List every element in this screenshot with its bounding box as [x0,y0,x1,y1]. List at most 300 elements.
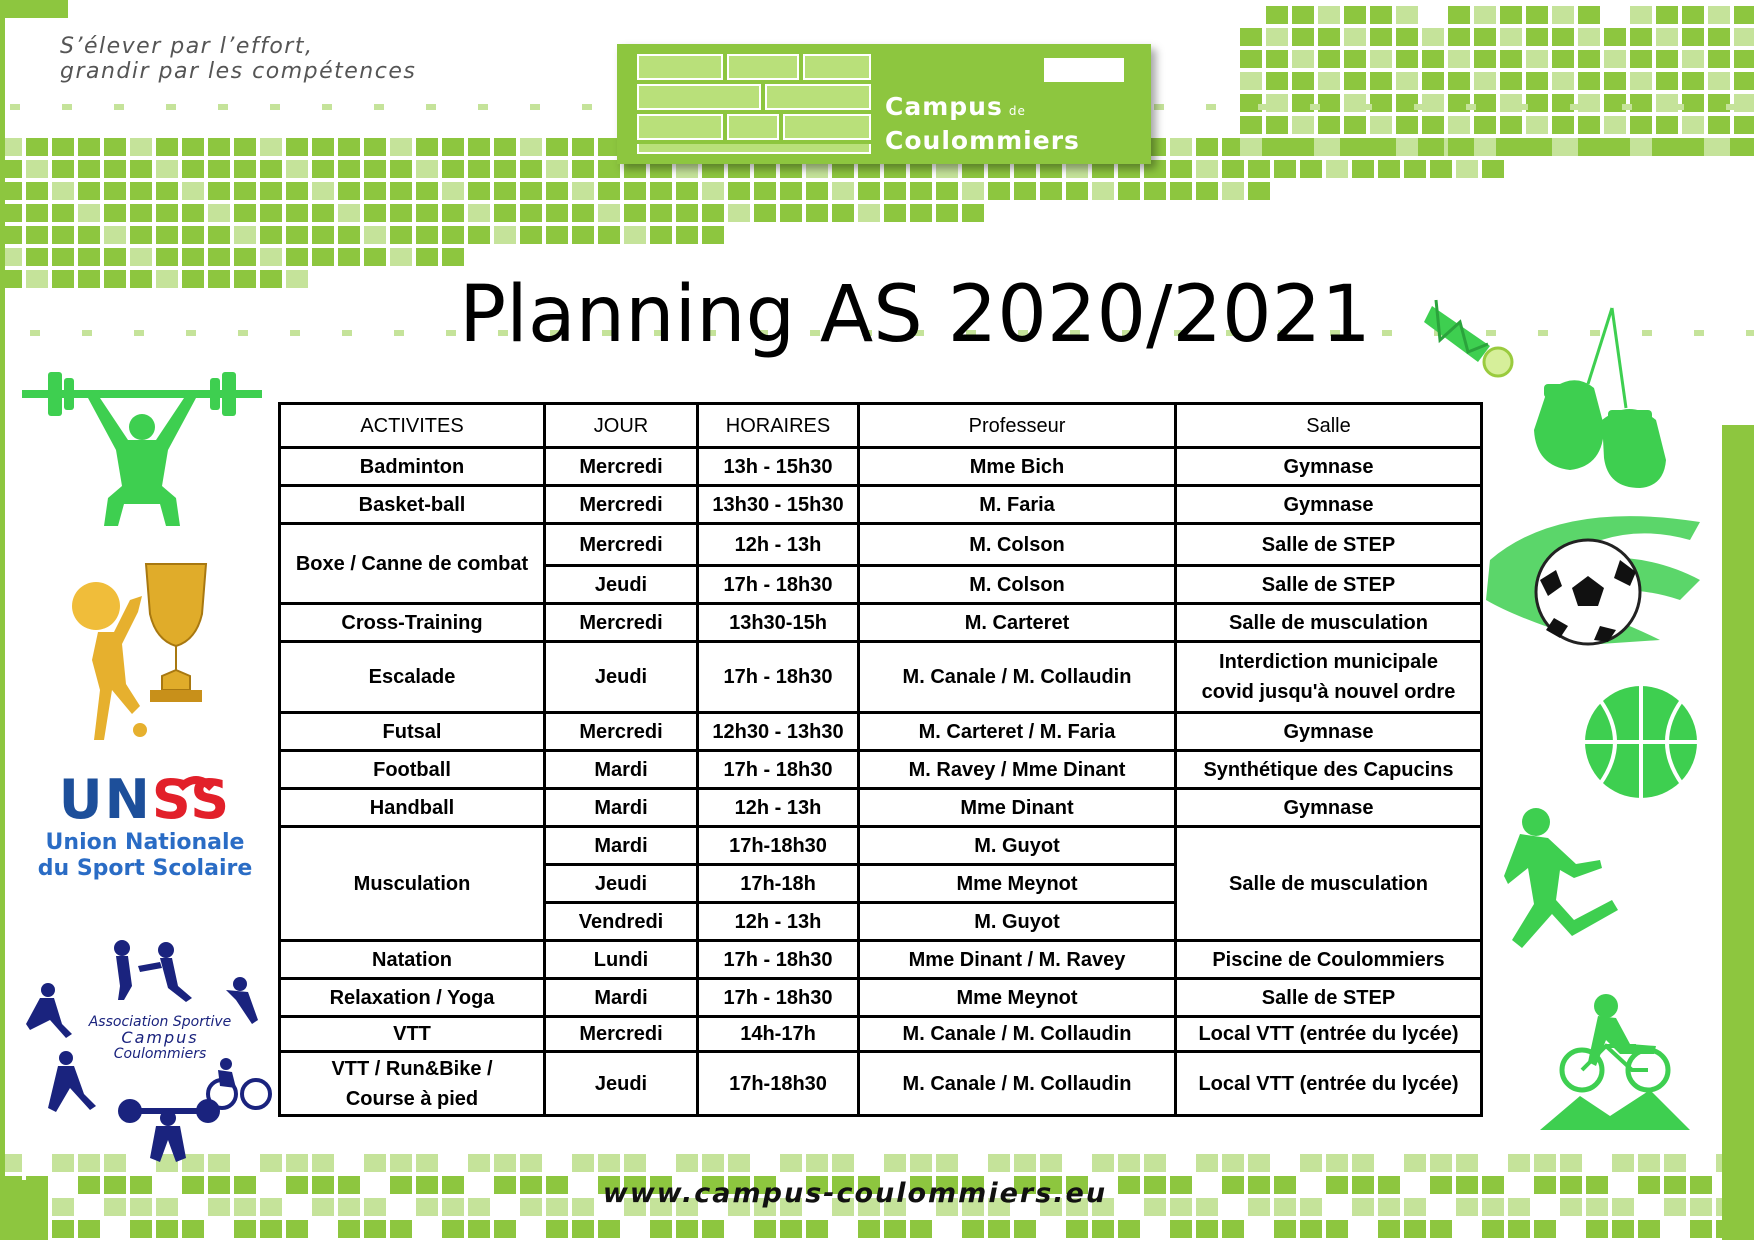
green-block [338,226,360,244]
green-block [858,1220,880,1238]
cell-jour: Jeudi [545,642,698,713]
green-block [1318,6,1340,24]
cell-activite: Cross-Training [280,604,545,642]
green-block [650,204,672,222]
green-block [1378,1220,1400,1238]
green-block [156,270,178,288]
green-block [1422,50,1444,68]
cell-salle: Gymnase [1176,713,1482,751]
green-block [104,226,126,244]
green-block [494,226,516,244]
green-block [416,1176,438,1194]
table-row [280,524,1482,566]
green-block [650,182,672,200]
cell-jour: Mardi [545,789,698,827]
green-block [1604,50,1626,68]
green-block [104,1176,126,1194]
green-block [572,1154,594,1172]
green-block [1118,1154,1140,1172]
green-block [1240,28,1262,46]
green-block [1708,50,1730,68]
green-block [1682,116,1704,134]
green-block [546,138,568,156]
green-block [234,1198,256,1216]
green-block [1222,1220,1244,1238]
basketball-icon [1585,686,1697,798]
green-block [1300,1220,1322,1238]
green-block [390,204,412,222]
green-block [546,226,568,244]
green-block [260,204,282,222]
cell-horaires: 12h - 13h [698,903,859,941]
green-block [1604,116,1626,134]
green-block [1206,104,1216,110]
cell-professeur: M. Guyot [859,903,1176,941]
green-block [208,138,230,156]
green-block [1266,138,1288,156]
green-block [1170,1220,1192,1238]
green-block [442,1198,464,1216]
green-block [1630,50,1652,68]
green-block [1092,182,1114,200]
green-block [1456,1198,1478,1216]
cell-activite: Football [280,751,545,789]
green-block [1370,28,1392,46]
green-block [1526,28,1548,46]
green-block [650,1220,672,1238]
table-row [280,486,1482,524]
green-block [1690,1198,1712,1216]
green-block [1474,116,1496,134]
green-block [1352,1198,1374,1216]
green-block [1292,50,1314,68]
green-block [910,204,932,222]
green-block [884,1154,906,1172]
green-block [416,204,438,222]
green-block [1578,116,1600,134]
green-block [884,204,906,222]
green-block [572,160,594,178]
green-block [26,182,48,200]
green-block [52,1220,74,1238]
green-block [572,226,594,244]
green-block [1466,104,1476,110]
green-block [910,182,932,200]
green-block [312,204,334,222]
green-block [1552,72,1574,90]
green-block [1240,72,1262,90]
green-block [156,182,178,200]
cell-activite: VTT [280,1017,545,1052]
cell-activite: Futsal [280,713,545,751]
green-block [1248,1154,1270,1172]
green-block [1378,1198,1400,1216]
green-block [104,1154,126,1172]
green-block [1456,1176,1478,1194]
green-block [104,182,126,200]
green-block [104,160,126,178]
green-block [1318,138,1340,156]
green-block [286,182,308,200]
green-block [312,1176,334,1194]
green-block [1682,6,1704,24]
green-block [1604,138,1626,156]
green-block [208,182,230,200]
green-block [1318,72,1340,90]
green-block [1370,6,1392,24]
green-block [832,204,854,222]
green-block [130,182,152,200]
green-block [1682,72,1704,90]
green-block [1642,330,1652,336]
cell-horaires: 14h-17h [698,1017,859,1052]
green-block [780,1154,802,1172]
green-block [1326,160,1348,178]
cell-professeur: M. Carteret / M. Faria [859,713,1176,751]
green-block [312,160,334,178]
green-block [1578,28,1600,46]
table-row [280,713,1482,751]
green-block [1414,104,1424,110]
cell-horaires: 17h-18h30 [698,827,859,865]
green-block [572,182,594,200]
green-block [1266,72,1288,90]
green-block [1422,94,1444,112]
green-block [780,182,802,200]
green-block [1664,1198,1686,1216]
green-block [1500,6,1522,24]
table-row [280,1017,1482,1052]
green-block [270,104,280,110]
green-block [1734,138,1754,156]
cell-salle: Salle de musculation [1176,827,1482,941]
cell-professeur: M. Colson [859,566,1176,604]
tagline [60,34,416,84]
green-block [208,1154,230,1172]
green-block [104,204,126,222]
tagline-line1: S’élever par l’effort, [60,34,314,59]
green-block [572,1220,594,1238]
green-block [624,204,646,222]
green-block [1404,1154,1426,1172]
green-block [1746,330,1754,336]
green-block [78,1220,100,1238]
cell-salle: Gymnase [1176,486,1482,524]
green-block [624,226,646,244]
green-block [1734,28,1754,46]
green-block [468,160,490,178]
green-block [1612,1154,1634,1172]
green-block [52,1154,74,1172]
green-block [572,138,594,156]
green-block [1248,182,1270,200]
green-block [78,160,100,178]
green-block [260,1220,282,1238]
green-block [182,1176,204,1194]
green-block [52,160,74,178]
green-block [208,248,230,266]
green-block [390,248,412,266]
green-block [78,270,100,288]
green-block [598,1154,620,1172]
green-block [1552,116,1574,134]
green-block [546,204,568,222]
green-block [1690,1220,1712,1238]
green-block [312,248,334,266]
cell-jour: Jeudi [545,566,698,604]
green-block [1352,160,1374,178]
green-block [364,138,386,156]
green-block [832,1154,854,1172]
green-block [962,204,984,222]
green-block [468,138,490,156]
unss-name-b: SS [151,768,232,831]
green-block [546,1220,568,1238]
cell-professeur: M. Canale / M. Collaudin [859,642,1176,713]
cell-horaires: 17h-18h30 [698,1052,859,1116]
green-block [1526,6,1548,24]
green-block [1318,50,1340,68]
cell-activite-line2: Course à pied [345,1087,479,1110]
green-block [1248,160,1270,178]
green-block [182,182,204,200]
green-block [1222,182,1244,200]
green-block [364,1154,386,1172]
green-block [130,1220,152,1238]
green-block [530,104,540,110]
green-block [1690,1176,1712,1194]
green-block [130,248,152,266]
green-block [208,1198,230,1216]
green-block [1240,138,1262,156]
green-block [166,104,176,110]
green-block [1118,1220,1140,1238]
green-block [494,182,516,200]
table-row [280,751,1482,789]
cell-professeur: Mme Dinant / M. Ravey [859,941,1176,979]
green-block [52,182,74,200]
green-block [1578,50,1600,68]
green-block [1448,138,1470,156]
cell-activite: Escalade [280,642,545,713]
green-block [728,1154,750,1172]
green-block [1456,1154,1478,1172]
green-block [286,138,308,156]
table-row [280,604,1482,642]
cell-horaires: 17h - 18h30 [698,941,859,979]
green-block [754,1220,776,1238]
green-block [234,138,256,156]
green-block [1292,28,1314,46]
green-block [1430,1176,1452,1194]
association-logo [70,1014,250,1062]
top-left-corner-block [0,0,68,18]
green-block [936,182,958,200]
green-block [1586,1176,1608,1194]
green-block [468,1198,490,1216]
unss-line1: Union Nationale [45,830,245,855]
right-side-bar [1722,425,1754,1240]
green-block [962,1220,984,1238]
green-block [130,204,152,222]
green-block [338,138,360,156]
green-block [104,270,126,288]
green-block [234,1176,256,1194]
green-block [624,182,646,200]
green-block [1538,330,1548,336]
green-block [1448,116,1470,134]
green-block [1694,330,1704,336]
green-block [1430,1154,1452,1172]
green-block [702,1220,724,1238]
green-block [832,182,854,200]
green-block [78,138,100,156]
green-block [1734,72,1754,90]
green-block [442,138,464,156]
cell-jour: Mercredi [545,604,698,642]
association-line2: Campus [121,1028,199,1047]
green-block [858,204,880,222]
green-block [546,182,568,200]
header-horaires: HORAIRES [698,404,859,448]
green-block [1274,1198,1296,1216]
green-block [1508,1220,1530,1238]
green-block [1344,138,1366,156]
green-block [1318,116,1340,134]
green-block [1534,1220,1556,1238]
green-block [1560,1176,1582,1194]
unss-name [14,770,276,830]
green-block [442,248,464,266]
green-block [426,104,436,110]
green-block [134,330,144,336]
cell-professeur: Mme Meynot [859,979,1176,1017]
green-block [1630,72,1652,90]
green-block [468,226,490,244]
table-row [280,979,1482,1017]
green-block [312,226,334,244]
cell-professeur: M. Colson [859,524,1176,566]
tagline-line2: grandir par les compétences [60,59,417,84]
cell-professeur: M. Ravey / Mme Dinant [859,751,1176,789]
green-block [1500,72,1522,90]
green-block [858,182,880,200]
green-block [806,1154,828,1172]
cell-jour: Mercredi [545,713,698,751]
green-block [1500,28,1522,46]
cell-activite: Relaxation / Yoga [280,979,545,1017]
green-block [104,1198,126,1216]
cell-salle: Salle de STEP [1176,979,1482,1017]
green-block [1318,94,1340,112]
green-block [910,1220,932,1238]
green-block [582,104,592,110]
green-block [104,248,126,266]
green-block [624,1154,646,1172]
green-block [806,1220,828,1238]
green-block [286,1154,308,1172]
green-block [156,160,178,178]
green-block [322,104,332,110]
cell-activite: Handball [280,789,545,827]
green-block [78,182,100,200]
green-block [156,248,178,266]
cell-salle: Local VTT (entrée du lycée) [1176,1052,1482,1116]
green-block [1656,72,1678,90]
green-block [1292,138,1314,156]
cell-horaires: 13h30 - 15h30 [698,486,859,524]
green-block [1344,116,1366,134]
green-block [338,1176,360,1194]
green-block [78,226,100,244]
green-block [1310,104,1320,110]
green-block [1154,104,1164,110]
green-block [1396,6,1418,24]
green-block [52,138,74,156]
green-block [1474,50,1496,68]
cell-salle: Piscine de Coulommiers [1176,941,1482,979]
green-block [1092,1220,1114,1238]
green-block [754,204,776,222]
green-block [156,204,178,222]
logo-brick-mark [637,54,877,154]
green-block [468,1220,490,1238]
green-block [1664,1154,1686,1172]
green-block [1370,138,1392,156]
green-block [728,204,750,222]
cell-horaires: 17h - 18h30 [698,751,859,789]
green-block [988,1154,1010,1172]
green-block [676,1220,698,1238]
green-block [1014,182,1036,200]
green-block [1170,182,1192,200]
green-block [52,270,74,288]
green-block [1552,50,1574,68]
green-block [1612,1220,1634,1238]
cell-salle: Gymnase [1176,448,1482,486]
green-block [218,104,228,110]
green-block [598,182,620,200]
green-block [1630,138,1652,156]
campus-logo [617,44,1151,164]
green-block [1638,1176,1660,1194]
green-block [1196,138,1218,156]
cell-activite: Badminton [280,448,545,486]
cell-horaires: 17h - 18h30 [698,642,859,713]
trophy-icon [72,564,206,740]
green-block [442,1220,464,1238]
green-block [260,138,282,156]
green-block [572,204,594,222]
green-block [1370,116,1392,134]
header-jour: JOUR [545,404,698,448]
green-block [390,226,412,244]
table-row [280,642,1482,713]
association-line3: Coulommiers [113,1046,207,1062]
green-block [312,1198,334,1216]
green-block [1170,138,1192,156]
green-block [1448,50,1470,68]
table-row [280,448,1482,486]
table-row [280,1052,1482,1116]
green-block [1092,1154,1114,1172]
green-block [1560,1198,1582,1216]
green-block [416,160,438,178]
green-block [338,204,360,222]
green-block [1630,116,1652,134]
green-block [312,182,334,200]
green-block [260,1154,282,1172]
